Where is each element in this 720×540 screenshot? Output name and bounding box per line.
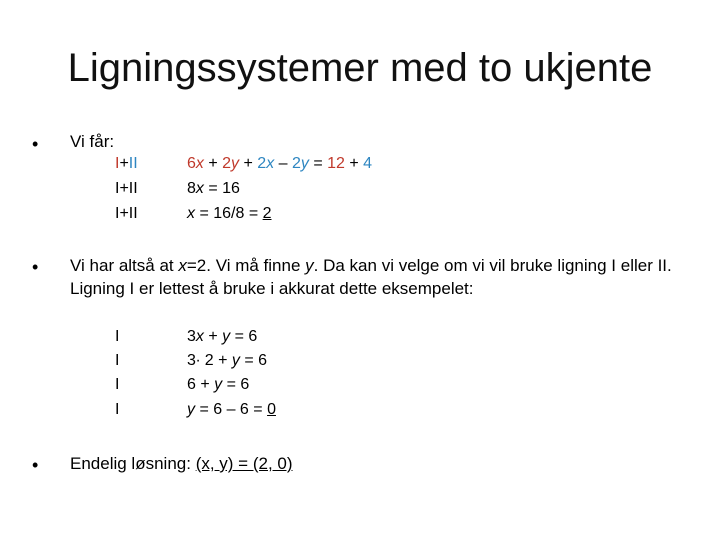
row2-label: I+II xyxy=(115,180,138,197)
bullet-1: • xyxy=(32,134,39,154)
row3-equation: x = 16/8 = 2 xyxy=(187,205,272,222)
eq1: 3x + y = 6 xyxy=(187,328,258,345)
row1-equation: 6x + 2y + 2x – 2y = 12 + 4 xyxy=(187,155,373,172)
section1-intro: Vi får: xyxy=(70,132,115,151)
eq4-label: I xyxy=(115,401,120,418)
eq1-label: I xyxy=(115,328,120,345)
bullet-2: • xyxy=(32,257,39,277)
y-result: 0 xyxy=(267,401,276,418)
row2-equation: 8x = 16 xyxy=(187,180,240,197)
eq2-label: I xyxy=(115,352,120,369)
section2-text: Vi har altså at x=2. Vi må finne y. Da kan vi velge om vi vil bruke ligning I eller II. Ligning I er lettest å bruke i akkurat dette eksempelet: xyxy=(70,256,672,298)
row1-label: I+II xyxy=(115,155,138,172)
x-result: 2 xyxy=(262,205,272,222)
slide-title: Ligningssystemer med to ukjente xyxy=(67,46,653,90)
final-solution: (x, y) = (2, 0) xyxy=(195,454,293,473)
eq4: y = 6 – 6 = 0 xyxy=(187,401,276,418)
section3-text: Endelig løsning: (x, y) = (2, 0) xyxy=(70,454,293,473)
bullet-3: • xyxy=(32,455,39,475)
eq2: 3∙ 2 + y = 6 xyxy=(187,352,268,369)
row3-label: I+II xyxy=(115,205,138,222)
eq3: 6 + y = 6 xyxy=(187,376,250,393)
eq3-label: I xyxy=(115,376,120,393)
